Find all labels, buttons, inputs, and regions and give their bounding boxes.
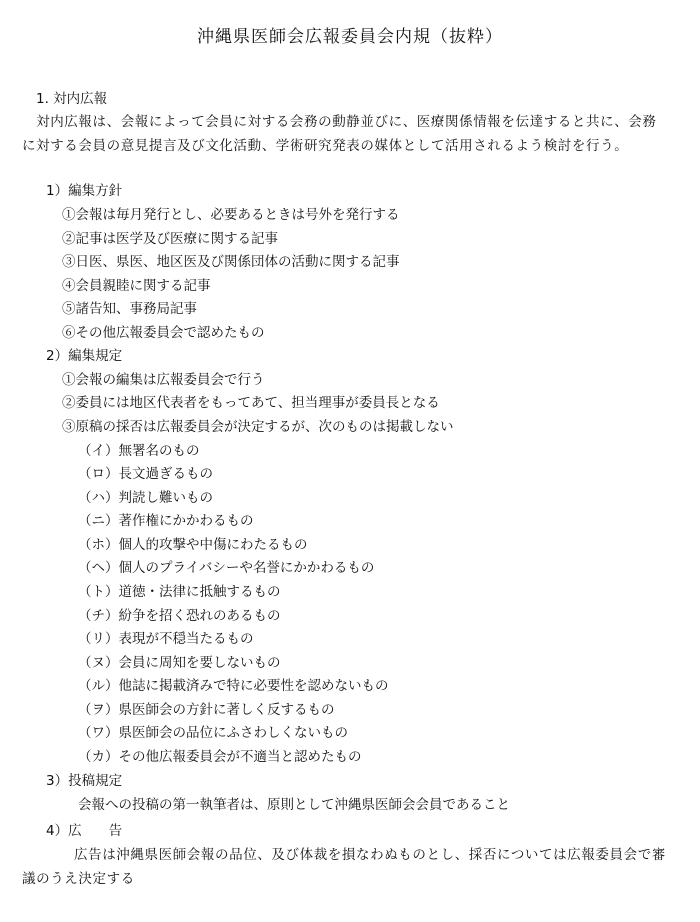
submission-heading: 3）投稿規定 (46, 773, 123, 789)
exclusion-item: （リ）表現が不穏当たるもの (78, 631, 254, 647)
exclusion-item: （イ）無署名のもの (78, 443, 200, 459)
rules-item: ②委員には地区代表者をもってあて、担当理事が委員長となる (62, 395, 440, 411)
exclusion-item: （ヘ）個人のプライバシーや名誉にかかわるもの (78, 560, 375, 576)
exclusion-item: （チ）紛争を招く恐れのあるもの (78, 608, 281, 624)
ads-text: 広告は沖縄県医師会報の品位、及び体裁を損なわぬものとし、採否については広報委員会で審議のうえ決定する (22, 847, 666, 887)
policy-item: ③日医、県医、地区医及び関係団体の活動に関する記事 (62, 254, 400, 270)
exclusion-item: （ハ）判読し難いもの (78, 490, 213, 506)
exclusion-item: （ロ）長文過ぎるもの (78, 466, 213, 482)
exclusion-item: （ル）他誌に掲載済みで特に必要性を認めないもの (78, 678, 389, 694)
exclusion-item: （ト）道徳・法律に抵触するもの (78, 584, 281, 600)
rules-item: ③原稿の採否は広報委員会が決定するが、次のものは掲載しない (62, 419, 454, 435)
policy-item: ⑤諸告知、事務局記事 (62, 301, 197, 317)
exclusion-item: （カ）その他広報委員会が不適当と認めたもの (78, 749, 362, 765)
exclusion-item: （ワ）県医師会の品位にふさわしくないもの (78, 725, 348, 741)
intro-paragraph: 対内広報は、会報によって会員に対する会務の動静並びに、医療関係情報を伝達すると共に、会務に対する会員の意見提言及び文化活動、学術研究発表の媒体として活用されるよう検討を行う。 (22, 114, 657, 154)
ads-heading: 4）広 告 (46, 823, 123, 839)
exclusion-item: （ヲ）県医師会の方針に著しく反するもの (78, 702, 335, 718)
rules-item: ①会報の編集は広報委員会で行う (62, 372, 265, 388)
rules-heading: 2）編集規定 (46, 348, 123, 364)
policy-item: ⑥その他広報委員会で認めたもの (62, 325, 265, 341)
policy-item: ④会員親睦に関する記事 (62, 278, 211, 294)
submission-text: 会報への投稿の第一執筆者は、原則として沖縄県医師会会員であること (78, 797, 510, 813)
policy-item: ②記事は医学及び医療に関する記事 (62, 231, 278, 247)
exclusion-item: （ヌ）会員に周知を要しないもの (78, 655, 281, 671)
section-heading: 1. 対内広報 (36, 91, 108, 107)
exclusion-item: （ニ）著作権にかかわるもの (78, 513, 254, 529)
policy-item: ①会報は毎月発行とし、必要あるときは号外を発行する (62, 207, 400, 223)
exclusion-item: （ホ）個人的攻撃や中傷にわたるもの (78, 537, 308, 553)
document-title: 沖縄県医師会広報委員会内規（抜粋） (197, 27, 503, 47)
policy-heading: 1）編集方針 (46, 183, 123, 199)
